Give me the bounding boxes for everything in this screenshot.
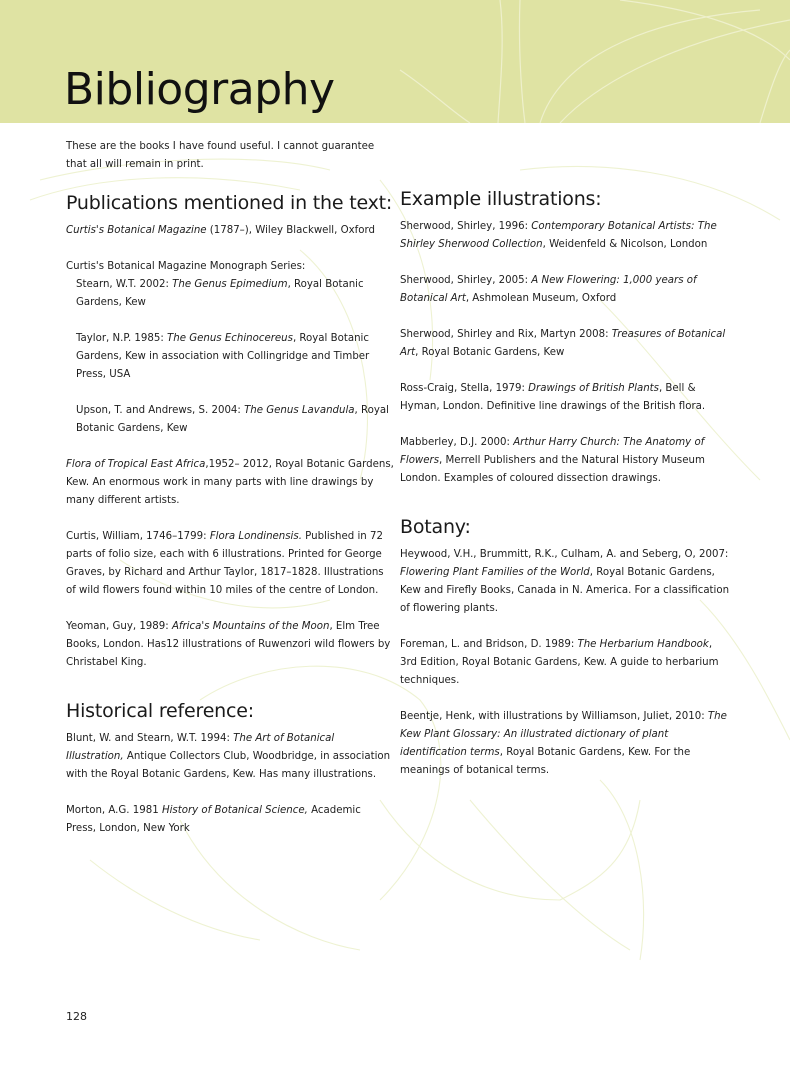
section-heading: Example illustrations: (400, 188, 602, 210)
bib-entry (400, 272, 730, 308)
entry-title: Flowering Plant Families of the World (400, 567, 590, 578)
entry-title: The Kew Plant Glossary: An illustrated dictionary of plant identification terms (400, 711, 727, 758)
entry-title: Flora of Tropical East Africa (66, 459, 206, 470)
section-heading: Publications mentioned in the text: (66, 192, 393, 214)
entry-title: Arthur Harry Church: The Anatomy of Flowers (400, 437, 705, 466)
entry-details: (1787–), Wiley Blackwell, Oxford (206, 225, 375, 236)
bib-entry (66, 402, 394, 438)
entry-details: ,1952– 2012, Royal Botanic Gardens, Kew. An enormous work in many parts with line drawings by many different artists. (66, 459, 394, 506)
entry-details: , Royal Botanic Gardens, Kew and Firefly Books, Canada in N. America. For a classification of flowering plants. (400, 567, 730, 614)
entry-details: , Merrell Publishers and the Natural History Museum London. Examples of coloured dissection drawings. (400, 455, 705, 484)
entry-author: Yeoman, Guy, 1989: (66, 621, 172, 632)
section-historical (66, 698, 394, 838)
entry-details: , 3rd Edition, Royal Botanic Gardens, Kew. A guide to herbarium techniques. (400, 639, 719, 686)
entry-details: , Royal Botanic Gardens, Kew. For the meanings of botanical terms. (400, 747, 691, 776)
entry-author: Taylor, N.P. 1985: (76, 333, 168, 344)
entry-details: , Royal Botanic Gardens, Kew (76, 279, 364, 308)
intro-text: These are the books I have found useful. I cannot guarantee that all will remain in print. (66, 141, 375, 170)
page-title: Bibliography (64, 64, 335, 115)
bib-entry (400, 636, 730, 690)
entry-details: Published in 72 parts of folio size, each with 6 illustrations. Printed for George Graves, by Richard and Arthur Taylor, 1817–1828. Illustrations of wild flowers found within 10 miles of the centre of London. (66, 531, 384, 596)
entry-title: Curtis's Botanical Magazine (66, 225, 207, 236)
entry-details: , Ashmolean Museum, Oxford (465, 293, 617, 304)
entry-title: History of Botanical Science, (161, 805, 308, 816)
entry-details: Antique Collectors Club, Woodbridge, in association with the Royal Botanic Gardens, Kew. Has many illustrations. (66, 751, 391, 780)
entry-title: Drawings of British Plants (528, 383, 659, 394)
bib-entry (66, 528, 394, 600)
left-column (66, 138, 394, 864)
bib-entry (66, 618, 394, 672)
entry-details: Academic Press, London, New York (66, 805, 361, 834)
section-botany (400, 514, 730, 780)
bib-entry (66, 258, 394, 276)
page-number: 128 (66, 1010, 87, 1023)
entry-author: Mabberley, D.J. 2000: (400, 437, 514, 448)
header-band (0, 0, 790, 123)
entry-title: The Genus Echinocereus (167, 333, 293, 344)
entry-author: Blunt, W. and Stearn, W.T. 1994: (66, 733, 234, 744)
entry-details: , Elm Tree Books, London. Has12 illustrations of Ruwenzori wild flowers by Christabel King. (66, 621, 391, 668)
entry-author: Heywood, V.H., Brummitt, R.K., Culham, A. and Seberg, O, 2007: (400, 549, 729, 560)
entry-title: Contemporary Botanical Artists: The Shirley Sherwood Collection (400, 221, 717, 250)
entry-title: Africa's Mountains of the Moon (171, 621, 330, 632)
entry-title: A New Flowering: 1,000 years of Botanical Art (400, 275, 697, 304)
entry-title: The Genus Lavandula (244, 405, 355, 416)
bib-entry (400, 380, 730, 416)
entry-details: , Weidenfeld & Nicolson, London (542, 239, 708, 250)
entry-author: Curtis, William, 1746–1799: (66, 531, 210, 542)
entry-author: Morton, A.G. 1981 (66, 805, 162, 816)
bib-entry (400, 218, 730, 254)
entry-author: Stearn, W.T. 2002: (76, 279, 173, 290)
entry-author: Beentje, Henk, with illustrations by Williamson, Juliet, 2010: (400, 711, 708, 722)
bib-entry (66, 456, 394, 510)
entry-details: , Royal Botanic Gardens, Kew in association with Collingridge and Timber Press, USA (76, 333, 370, 380)
entry-author: Upson, T. and Andrews, S. 2004: (76, 405, 245, 416)
entry-title: The Herbarium Handbook (577, 639, 709, 650)
bib-entry (66, 730, 394, 784)
section-publications (66, 190, 394, 672)
bib-entry (66, 276, 394, 312)
entry-author: Foreman, L. and Bridson, D. 1989: (400, 639, 578, 650)
bib-entry (400, 708, 730, 780)
entry-title: Flora Londinensis. (209, 531, 302, 542)
entry-text: Curtis's Botanical Magazine Monograph Series: (66, 261, 306, 272)
bib-entry (400, 326, 730, 362)
entry-author: Sherwood, Shirley, 1996: (400, 221, 532, 232)
bib-entry (66, 802, 394, 838)
bib-entry (400, 434, 730, 488)
entry-title: The Genus Epimedium (172, 279, 288, 290)
bib-entry (66, 222, 394, 240)
section-heading: Botany: (400, 516, 471, 538)
entry-details: , Royal Botanic Gardens, Kew (76, 405, 389, 434)
section-examples (400, 186, 730, 488)
entry-details: , Royal Botanic Gardens, Kew (415, 347, 565, 358)
entry-title: The Art of Botanical Illustration, (66, 733, 335, 762)
section-heading: Historical reference: (66, 700, 254, 722)
entry-title: Treasures of Botanical Art (400, 329, 726, 358)
right-column (400, 186, 730, 806)
entry-author: Sherwood, Shirley, 2005: (400, 275, 532, 286)
entry-author: Ross-Craig, Stella, 1979: (400, 383, 529, 394)
entry-details: , Bell & Hyman, London. Definitive line drawings of the British flora. (400, 383, 706, 412)
bib-entry (66, 330, 394, 384)
entry-author: Sherwood, Shirley and Rix, Martyn 2008: (400, 329, 612, 340)
bib-entry (400, 546, 730, 618)
